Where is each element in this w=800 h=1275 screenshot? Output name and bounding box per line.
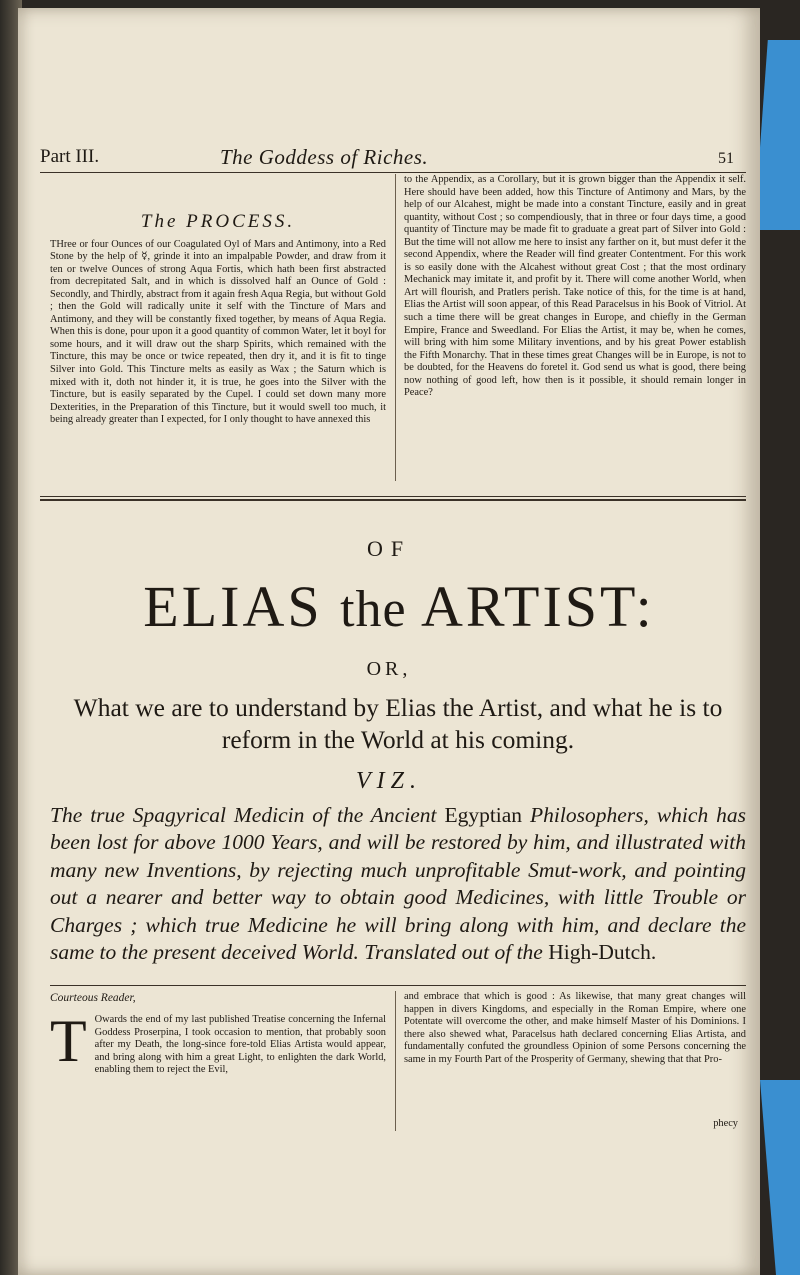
salutation: Courteous Reader, (50, 992, 136, 1004)
book-page (18, 8, 760, 1275)
title-or: OR, (366, 658, 412, 680)
title-the: the (340, 581, 407, 638)
drop-cap: T (50, 1008, 87, 1074)
desc-egyptian: Egyptian (444, 803, 523, 827)
desc-high-dutch: High-Dutch. (548, 940, 657, 965)
catchword: phecy (713, 1118, 738, 1129)
column-divider (395, 174, 396, 481)
title-of: OF (366, 536, 412, 561)
process-text: THree or four Ounces of our Coagulated Oyl of Mars and Antimony, into a Red Stone by the help of ☿, grinde it into an impalpable Powder, and draw from it ten or twelve Ounces of strong Aqua Fortis, which hath been first abstracted from decrepitated Salt, and in which is dissolved half an Ounce of Gold : Secondly, and Thirdly, abstract from it again fresh Aqua Regia, but without Gold ; then the Gold will radically unite it self with the Tincture of Mars and Antimony, and they will be constantly fixed together, by means of Aqua Regia. When this is done, pour upon it a good quantity of common Water, let it boyl for some hours, and it will draw out the sharp Spirits, which remained with the Tincture, this may be once or twice repeated, then dry it, and it is fit to tinge Silver into Gold. This Tincture melts as easily as Wax ; the Saturn which is mixed with it, doth not hinder it, it is true, he goes into the Silver with the Tincture, but is easily separated by the Cupel. I could set down many more Dexterities, in the Preparation of this Tincture, but it would swell too much, it being already greater than I expected, for I only thought to have annexed this (50, 238, 386, 426)
title-artist: ARTIST: (420, 574, 655, 639)
main-title (28, 574, 770, 643)
desc-part-c: Philosophers, which has been lost for above 1000 Years, and will be restored by him, and illustrated with many new Inventions, by rejecting much unprofitable Smut-work, and pointing out a nearer and better way to obtain good Medicines, with little Trouble or Charges ; which true Medicine he will bring along with him, and declare the same to the present deceived World. Translated out of the (50, 803, 747, 965)
section-rule-thick (40, 499, 746, 501)
desc-part-a: The true Spagyrical Medicin of the Ancient (50, 803, 437, 827)
appendix-text: to the Appendix, as a Corollary, but it is grown bigger than the Appendix it self. Here should have been added, how this Tincture of Antimony and Mars, by the help of our Alcahest, might be made into a constant Tincture, easily and in great quantity, without Cost ; so compendiously, that in three or four days time, a good quantity of Tincture may be made fit to graduate a great part of Silver into Gold : But the time will not allow me here to insist any farther on it, but must defer it the second Appendix, where the Reader will find greater Contentment. For this work is so easily done with the Alcahest without great Cost ; that the most ordinary Mechanick may imitate it, and profit by it. There will come another World, when Art will flourish, and Pratlers perish. Take notice of this, for the time is at hand, Elias the Artist will soon appear, of this Read Paracelsus in his Book of Vitriol. At such a time there will be great changes in Europe, and chiefly in the German Empire, France and Sweedland. For Elias the Artist, it may be, when he comes, will bring with him some Military inventions, and by his great Power establish the Fifth Monarchy. That in these times great Changes will be in Europe, is not to be doubted, for the Heavens do foretel it. God send us what is good, there being now nothing of good left, how then is it possible, it should remain longer in Peace? (404, 174, 746, 399)
viz-label: VIZ. (356, 768, 422, 794)
title-description (50, 802, 746, 966)
running-title: The Goddess of Riches. (220, 145, 429, 169)
intro-paragraph (50, 1008, 386, 1077)
running-header (40, 142, 746, 173)
subtitle: What we are to understand by Elias the Artist, and what he is to reform in the World at his coming. (73, 693, 723, 754)
page-tab-marker (754, 40, 800, 230)
left-column (50, 198, 386, 427)
page-tab-marker-lower (760, 1080, 800, 1275)
bottom-left-column (50, 1008, 386, 1077)
section-rule (40, 496, 746, 497)
continuation-text: and embrace that which is good : As likewise, that many great changes will happen in divers Kingdoms, and especially in the Roman Empire, where one Potentate will overcome the other, and make himself Master of his Dominions. I there also shewed what, Paracelsus hath declared concerning Elias Artista, and fundamentally confuted the groundless Opinion of some Persons concerning the same in my Fourth Part of the Prosperity of Germany, shewing that that Pro- (404, 991, 746, 1065)
title-elias: ELIAS (143, 574, 323, 639)
right-column (404, 174, 746, 400)
intro-text: Owards the end of my last published Treatise concerning the Infernal Goddess Proserpina, I took occasion to mention, that probably soon after my Death, the long-since fore-told Elias Artista would appear, and bring along with him a great Light, to enlighten the dark World, enabling them to reject the Evil, (94, 1014, 386, 1076)
bottom-right-column (404, 991, 746, 1066)
process-heading: The PROCESS. (140, 211, 296, 232)
bottom-column-divider (395, 991, 396, 1131)
page-number: 51 (718, 150, 734, 167)
lower-rule (50, 985, 746, 986)
part-label: Part III. (40, 146, 100, 167)
